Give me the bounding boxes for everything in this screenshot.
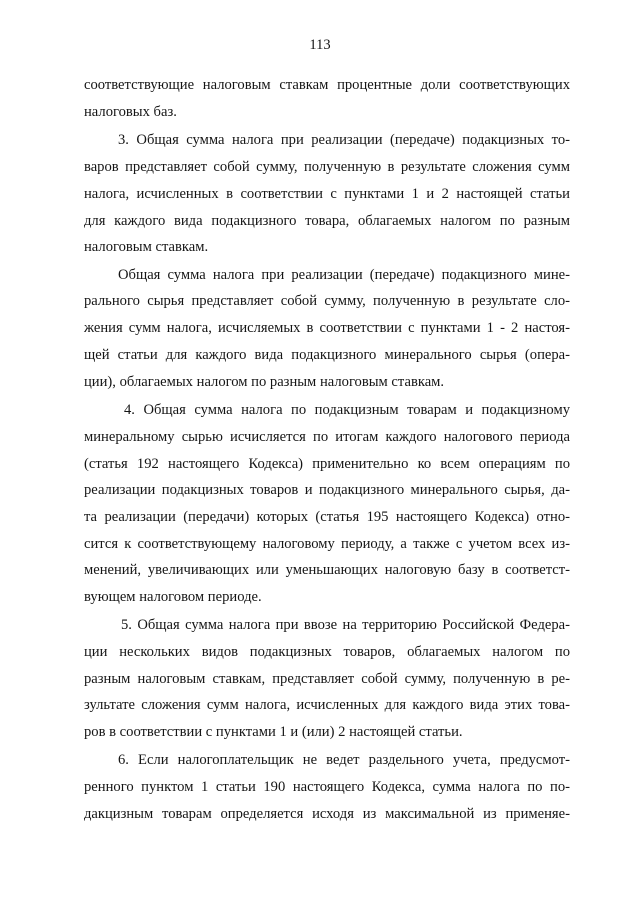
paragraph-line: вующем налоговом периоде. [84, 589, 262, 605]
paragraph-line: реализации подакцизных товаров и подакцизного минерального сырья, да- [84, 482, 570, 498]
paragraph-line: зультате сложения сумм налога, исчисленных для каждого вида этих това- [84, 697, 570, 713]
paragraph-line: жения сумм налога, исчисляемых в соответствии с пунктами 1 - 2 настоя- [84, 320, 570, 336]
paragraph-line: дакцизным товарам определяется исходя из максимальной из применяе- [84, 806, 570, 822]
paragraph-line: 4. Общая сумма налога по подакцизным товарам и подакцизному [124, 402, 570, 418]
paragraph-line: 6. Если налогоплательщик не ведет раздельного учета, предусмот- [118, 752, 570, 768]
paragraph-line: сится к соответствующему налоговому периоду, а также с учетом всех из- [84, 536, 570, 552]
paragraph-line: (статья 192 настоящего Кодекса) применительно ко всем операциям по [84, 456, 570, 472]
paragraph-line: ции нескольких видов подакцизных товаров, облагаемых налогом по [84, 644, 570, 660]
paragraph-line: варов представляет собой сумму, полученную в результате сложения сумм [84, 159, 570, 175]
paragraph-line: минеральному сырью исчисляется по итогам каждого налогового периода [84, 429, 570, 445]
paragraph-line: налоговым ставкам. [84, 239, 209, 255]
paragraph-line: ренного пунктом 1 статьи 190 настоящего Кодекса, сумма налога по по- [84, 779, 570, 795]
paragraph-line: налоговых баз. [84, 104, 177, 120]
paragraph-line: менений, увеличивающих или уменьшающих налоговую базу в соответст- [84, 562, 570, 578]
page-number: 113 [309, 37, 331, 53]
paragraph-line: 3. Общая сумма налога при реализации (передаче) подакцизных то- [118, 132, 570, 148]
paragraph-line: та реализации (передачи) которых (статья 195 настоящего Кодекса) отно- [84, 509, 570, 525]
paragraph-line: рального сырья представляет собой сумму, полученную в результате сло- [84, 293, 570, 309]
paragraph-line: соответствующие налоговым ставкам процентные доли соответствующих [84, 77, 570, 93]
paragraph-line: разным налоговым ставкам, представляет собой сумму, полученную в ре- [84, 671, 570, 687]
paragraph-line: Общая сумма налога при реализации (передаче) подакцизного мине- [118, 267, 570, 283]
paragraph-line: 5. Общая сумма налога при ввозе на территорию Российской Федера- [121, 617, 570, 633]
paragraph-line: налога, исчисленных в соответствии с пунктами 1 и 2 настоящей статьи [84, 186, 570, 202]
paragraph-line: щей статьи для каждого вида подакцизного минерального сырья (опера- [84, 347, 570, 363]
paragraph-line: для каждого вида подакцизного товара, облагаемых налогом по разным [84, 213, 570, 229]
paragraph-line: ции), облагаемых налогом по разным налоговым ставкам. [84, 374, 445, 390]
paragraph-line: ров в соответствии с пунктами 1 и (или) 2 настоящей статьи. [84, 724, 463, 740]
